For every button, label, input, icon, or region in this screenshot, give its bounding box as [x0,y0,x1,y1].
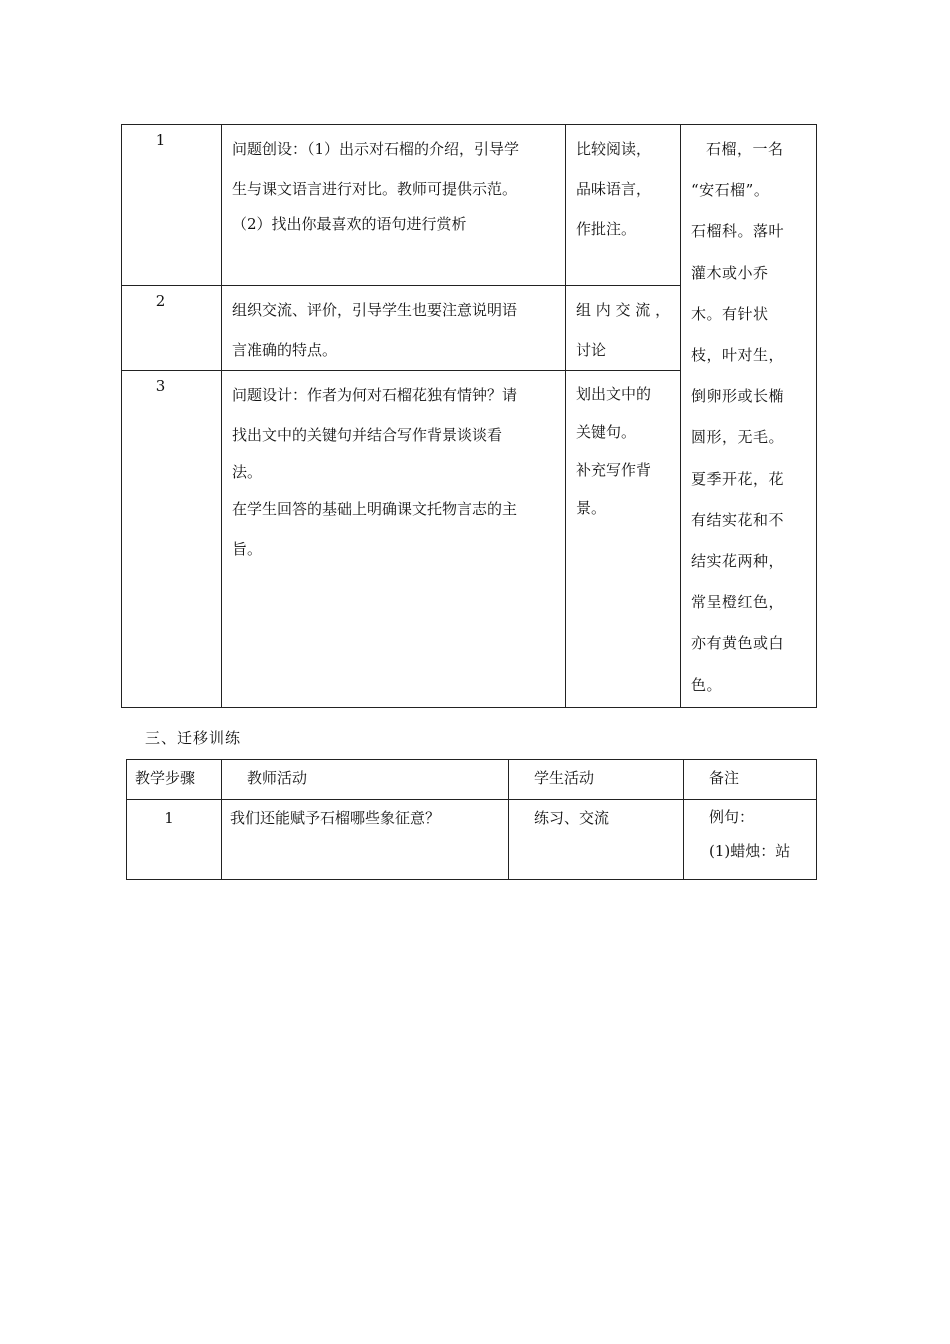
text-line: 补充写作背 [576,461,652,479]
text-line: 枝，叶对生， [691,346,785,365]
student-activity-cell [566,371,681,708]
text-line: 问题创设：（1）出示对石榴的介绍，引导学 [232,140,520,158]
text-line: 组 内 交 流 ， [576,301,671,319]
text-line: 关键句。 [576,423,637,441]
text-line: 品味语言， [576,180,652,198]
teacher-activity-cell [222,286,566,371]
section-title: 三、迁移训练 [145,729,242,747]
text-line: 组织交流、评价，引导学生也要注意说明语 [232,301,518,319]
table-row [127,800,817,880]
teacher-activity-cell [222,125,566,286]
text-line: “安石榴”。 [691,181,770,200]
student-activity-cell: 练习、交流 [509,800,684,880]
step-cell: 1 [127,800,222,880]
lesson-table-1 [121,124,817,708]
teacher-activity-cell [222,371,566,708]
text-line: 景。 [576,499,607,517]
text-line: 找出文中的关键句并结合写作背景谈谈看 [232,426,503,444]
text-line: 灌木或小乔 [691,263,769,282]
lesson-table-2 [126,759,817,880]
note-cell [681,125,817,708]
text-line: 言准确的特点。 [232,341,338,359]
text-line: 比较阅读， [576,140,652,158]
student-activity-cell [566,125,681,286]
text-line: 倒卵形或长椭 [691,387,785,406]
step-cell: 3 [122,371,222,708]
column-header: 备注 [684,760,817,800]
column-header: 学生活动 [509,760,684,800]
text-line: 有结实花和不 [691,510,785,529]
text-line: (1)蜡烛：站 [709,842,791,860]
step-cell: 2 [122,286,222,371]
student-activity-cell [566,286,681,371]
text-line: 常呈橙红色， [691,593,785,612]
text-line: 夏季开花，花 [691,469,785,488]
text-line: 作批注。 [576,220,637,238]
teacher-activity-cell: 我们还能赋予石榴哪些象征意？ [222,800,509,880]
column-header: 教师活动 [222,760,509,800]
table-header-row [127,760,817,800]
table-row [122,125,817,286]
text-line: 在学生回答的基础上明确课文托物言志的主 [232,500,518,518]
text-line: 划出文中的 [576,385,652,403]
text-line: 生与课文语言进行对比。教师可提供示范。 [232,180,518,198]
text-line: 旨。 [232,540,263,558]
text-line: 法。 [232,463,263,481]
text-line: 色。 [691,675,723,694]
text-line: 圆形，无毛。 [691,428,785,447]
text-line: （2）找出你最喜欢的语句进行赏析 [232,215,467,233]
text-line: 木。有针状 [691,304,769,323]
step-cell: 1 [122,125,222,286]
text-line: 问题设计：作者为何对石榴花独有情钟？请 [232,386,518,404]
note-cell [684,800,817,880]
text-line: 亦有黄色或白 [691,634,785,653]
text-line: 结实花两种， [691,552,785,571]
text-line: 讨论 [576,341,607,359]
text-line: 例句： [709,808,755,826]
column-header: 教学步骤 [127,760,222,800]
text-line: 石榴，一名 [706,140,784,158]
text-line: 石榴科。落叶 [691,222,785,241]
